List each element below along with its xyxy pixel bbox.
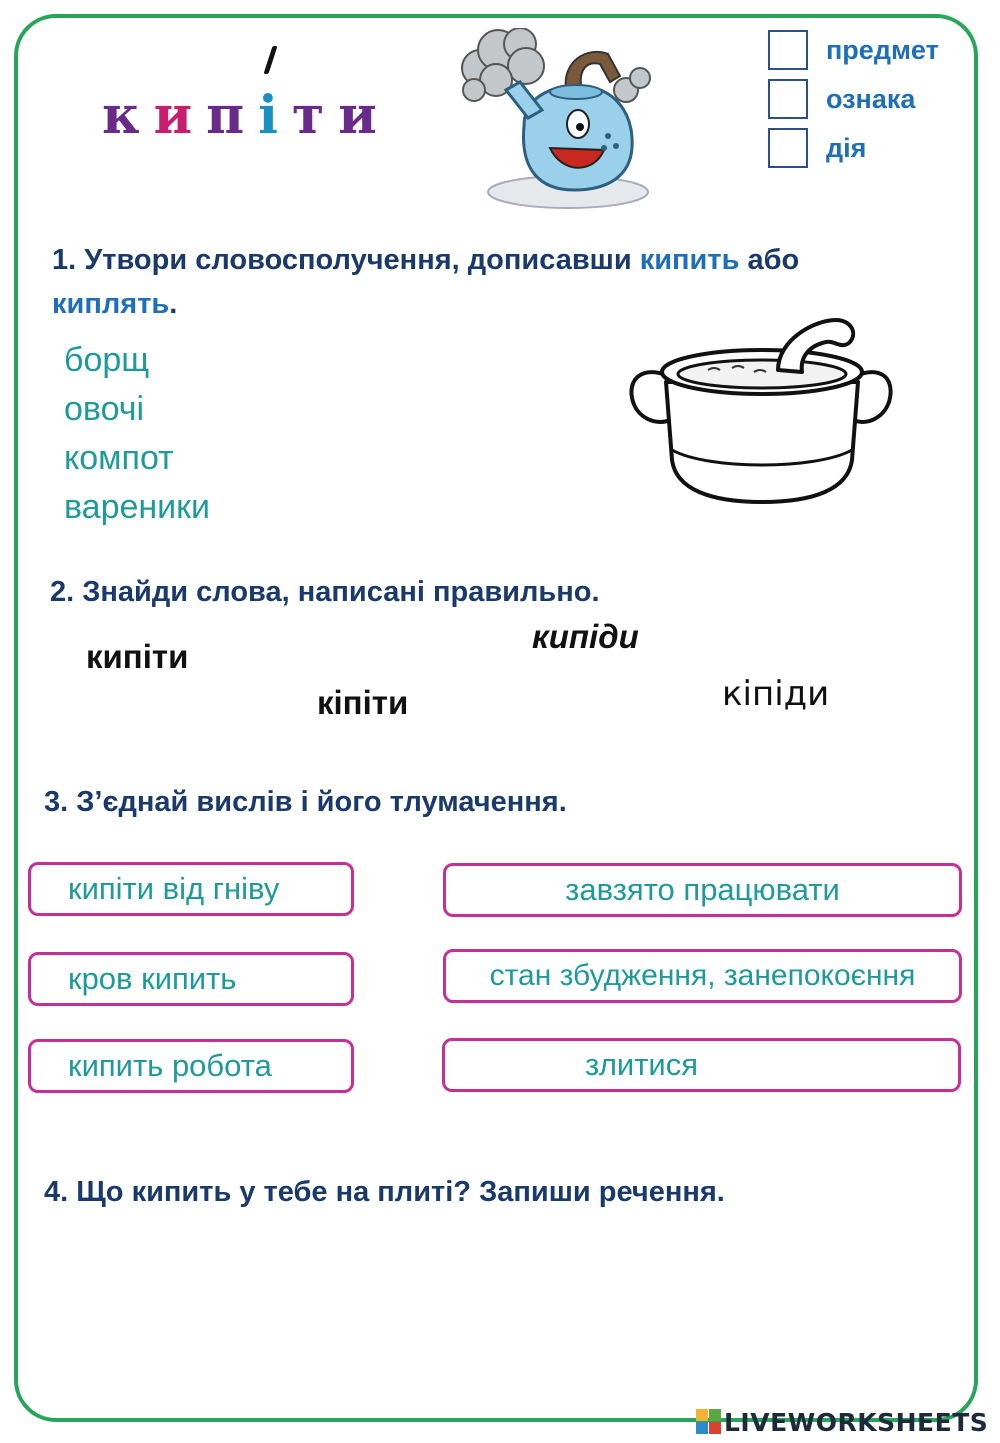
liveworksheets-logo-icon (696, 1409, 722, 1435)
checkbox-adjective[interactable] (768, 79, 808, 119)
task3-heading: 3. З’єднай вислів і його тлумачення. (44, 786, 567, 818)
meaning-box[interactable]: злитися (442, 1038, 961, 1092)
label-verb: дія (826, 132, 867, 163)
pos-row-verb (768, 128, 866, 168)
expression-box[interactable]: кипить робота (28, 1039, 354, 1093)
word-item[interactable]: вареники (64, 488, 211, 526)
task1-text: 1. Утвори словосполучення, дописавши (52, 244, 640, 276)
title-letter: к (102, 85, 154, 146)
meaning-box[interactable]: завзято працювати (443, 863, 962, 917)
word-item[interactable]: борщ (64, 341, 150, 379)
task4-answer-area[interactable] (46, 1230, 952, 1390)
title-word (102, 76, 391, 146)
word-item[interactable]: овочі (64, 390, 145, 428)
task1-keyword-kypliat: киплять (52, 288, 170, 320)
task1-text-mid: або (739, 244, 800, 276)
kettle-illustration (458, 28, 668, 214)
label-noun: предмет (826, 34, 939, 65)
checkbox-verb[interactable] (768, 128, 808, 168)
title-letter: и (153, 85, 207, 146)
task4-heading: 4. Що кипить у тебе на плиті? Запиши речення. (44, 1176, 725, 1208)
task1-keyword-kypyt: кипить (639, 244, 740, 276)
title-letter: п (206, 85, 259, 146)
title-letter: і (258, 85, 292, 146)
pot-illustration (628, 310, 896, 508)
liveworksheets-logo (696, 1402, 988, 1442)
task2-heading: 2. Знайди слова, написані правильно. (50, 576, 600, 608)
label-adjective: ознака (826, 83, 916, 114)
word-option-kipidy[interactable]: кіпіди (722, 674, 830, 714)
word-item[interactable]: компот (64, 439, 174, 477)
checkbox-noun[interactable] (768, 30, 808, 70)
liveworksheets-brand-text: LIVEWORKSHEETS (724, 1407, 989, 1437)
pos-row-adjective (768, 79, 915, 119)
expression-box[interactable]: кров кипить (28, 952, 354, 1006)
meaning-box[interactable]: стан збудження, занепокоєння (443, 949, 962, 1003)
pos-row-noun (768, 30, 939, 70)
title-letter: и (338, 85, 391, 146)
task1-word-list (64, 336, 210, 532)
word-option-kipity[interactable]: кіпіти (317, 684, 409, 721)
word-option-kypity[interactable]: кипіти (86, 638, 189, 675)
word-option-kypidy[interactable]: кипіди (532, 618, 639, 655)
task1-text-end: . (169, 288, 178, 320)
title-letter: т (291, 85, 339, 146)
expression-box[interactable]: кипіти від гніву (28, 862, 354, 916)
